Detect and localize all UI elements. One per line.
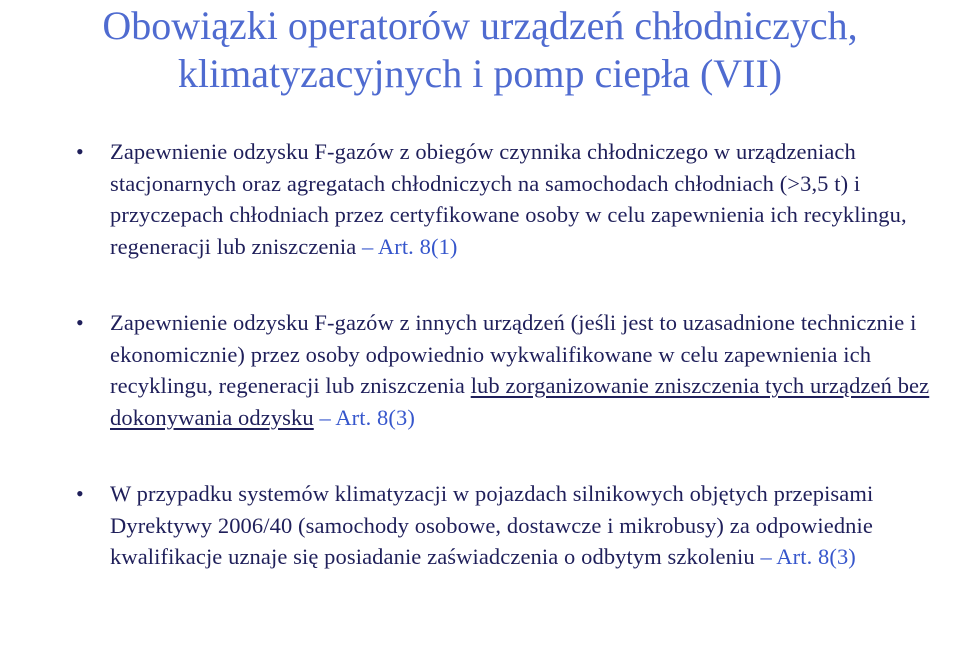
bullet-list	[72, 136, 952, 573]
article-reference: – Art. 8(3)	[760, 544, 856, 569]
bullet-dot-icon: •	[76, 310, 84, 335]
underlined-text: lub zorganizowanie zniszczenia tych urządzeń bez dokonywania odzysku	[110, 373, 930, 430]
bullet-text: W przypadku systemów klimatyzacji w pojazdach silnikowych objętych przepisami Dyrektywy 2006/40 (samochody osobowe, dostawcze i mikrobusy) za odpowiednie kwalifikacje uznaje się posiadanie zaświadczenia o odbytym szkoleniu	[110, 481, 874, 569]
article-reference: – Art. 8(3)	[319, 404, 415, 430]
bullet-item-2	[72, 307, 952, 433]
article-reference: – Art. 8(1)	[362, 233, 458, 259]
bullet-text: Zapewnienie odzysku F-gazów z innych urządzeń (jeśli jest to uzasadnione technicznie i ekonomicznie) przez osoby odpowiednio wykwalifikowane w celu zapewnienia ich recyklingu, regeneracji lub zniszczenia	[110, 310, 917, 398]
bullet-text: Zapewnienie odzysku F-gazów z obiegów czynnika chłodniczego w urządzeniach stacjonarnych oraz agregatach chłodniczych na samochodach chłodniach (>3,5 t) i przyczepach chłodniach przez certyfikowane osoby w celu zapewnienia ich recyklingu, regeneracji lub zniszczenia	[110, 139, 907, 259]
slide-title	[0, 2, 960, 98]
title-line-2: klimatyzacyjnych i pomp ciepła (VII)	[177, 51, 783, 96]
bullet-dot-icon: •	[76, 481, 84, 506]
bullet-item-3	[72, 478, 952, 573]
bullet-item-1	[72, 136, 952, 262]
bullet-dot-icon: •	[76, 139, 84, 164]
title-line-1: Obowiązki operatorów urządzeń chłodniczych,	[102, 3, 858, 48]
